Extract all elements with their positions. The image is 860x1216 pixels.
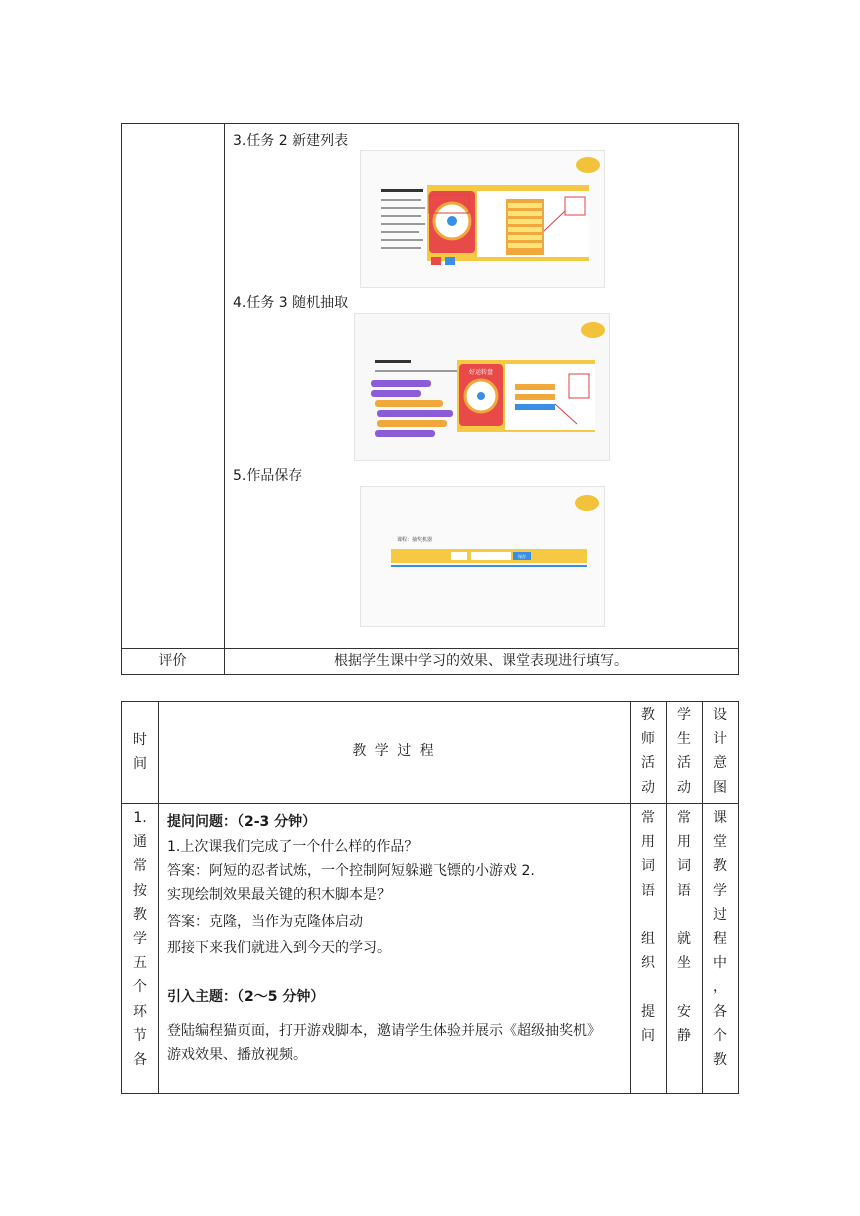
header-time: 时 间 — [133, 732, 147, 773]
process-line-1: 1.上次课我们完成了一个什么样的作品？ — [167, 839, 419, 855]
task-label-list: 3.任务 2 新建列表 — [233, 133, 349, 149]
screenshot-new-list — [360, 150, 605, 288]
evaluation-label: 评价 — [158, 653, 187, 669]
save-text: 保存 — [518, 554, 526, 559]
process-line-3: 实现绘制效果最关键的积木脚本是？ — [167, 887, 391, 903]
screenshot-random-draw — [354, 313, 610, 461]
header-teacher-activity: 教 师 活 动 — [641, 707, 655, 796]
design-intent-text: 课 堂 教 学 过 程 中 ， 各 个 教 — [713, 810, 727, 1069]
breadcrumb-text: 课程：抽奖机器 — [397, 537, 433, 543]
header-student-activity: 学 生 活 动 — [677, 707, 691, 796]
time-column-text: 1. 通 常 按 教 学 五 个 环 节 各 — [133, 810, 147, 1069]
task-label-save: 5.作品保存 — [233, 468, 303, 484]
task-label-random: 4.任务 3 随机抽取 — [233, 295, 349, 311]
process-line-5: 那接下来我们就进入到今天的学习。 — [167, 940, 391, 956]
process-line-2: 答案：阿短的忍者试炼，一个控制阿短躲避飞镖的小游戏 2. — [167, 863, 535, 879]
section-title-questions: 提问问题：（2-3 分钟） — [167, 814, 317, 830]
process-line-4: 答案：克隆，当作为克隆体启动 — [167, 914, 363, 930]
process-line-7: 游戏效果、播放视频。 — [167, 1047, 307, 1063]
header-teaching-process: 教 学 过 程 — [352, 743, 436, 759]
evaluation-text: 根据学生课中学习的效果、课堂表现进行填写。 — [334, 653, 628, 669]
header-design-intent: 设 计 意 图 — [713, 707, 727, 796]
section-title-intro: 引入主题：（2～5 分钟） — [167, 989, 325, 1005]
process-line-6: 登陆编程猫页面，打开游戏脚本，邀请学生体验并展示《超级抽奖机》 — [167, 1023, 601, 1039]
screenshot-save-work — [360, 486, 605, 627]
student-activity-text: 常 用 词 语 就 坐 安 静 — [677, 810, 691, 1044]
teacher-activity-text: 常 用 词 语 组 织 提 问 — [641, 810, 655, 1044]
banner-text: 好运转盘 — [468, 369, 494, 376]
